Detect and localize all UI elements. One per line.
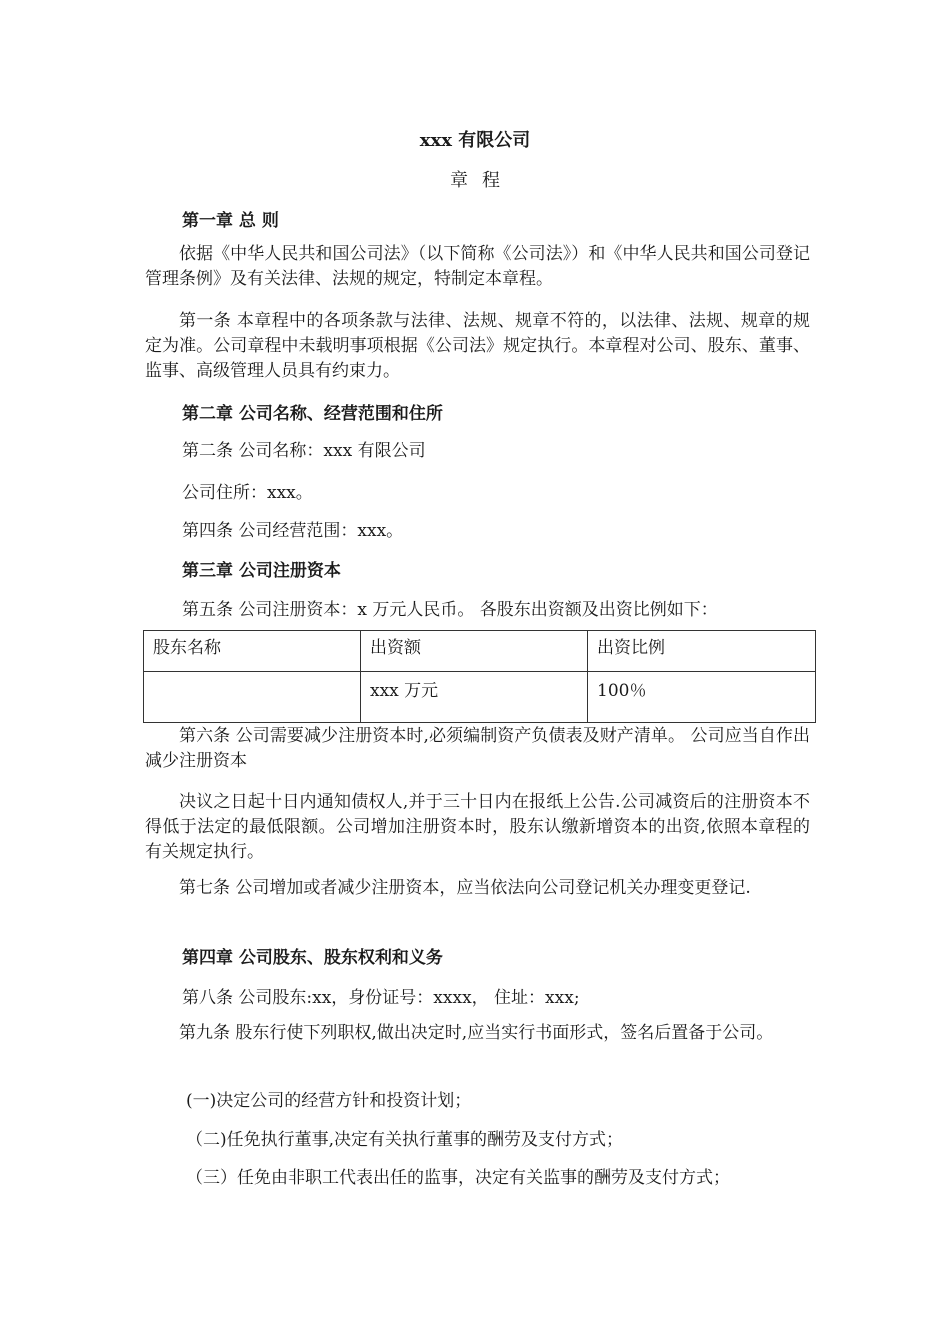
article-2-line: 第二条 公司名称：xxx 有限公司: [182, 441, 426, 461]
article-5-line: 第五条 公司注册资本：x 万元人民币。 各股东出资额及出资比例如下：: [182, 600, 718, 620]
article-9-paragraph: 第九条 股东行使下列职权,做出决定时,应当实行书面形式，签名后置备于公司。: [179, 1023, 774, 1043]
capital-table: [143, 630, 816, 723]
table-header-cell: 出资额: [361, 631, 588, 672]
address-line: 公司住所：xxx。: [182, 483, 313, 503]
article-1-paragraph: 第一条 本章程中的各项条款与法律、法规、规章不符的，以法律、法规、规章的规定为准。公司章程中未载明事项根据《公司法》规定执行。本章程对公司、股东、董事、监事、高级管理人员具有约束力。: [145, 311, 810, 381]
chapter-4-heading: 第四章 公司股东、股东权利和义务: [182, 948, 443, 968]
chapter-2-heading: 第二章 公司名称、经营范围和住所: [182, 404, 443, 424]
list-item: (一)决定公司的经营方针和投资计划；: [186, 1091, 472, 1111]
chapter-3-heading: 第三章 公司注册资本: [182, 561, 341, 581]
document-subtitle: 章程: [450, 170, 514, 191]
article-7-paragraph: 第七条 公司增加或者减少注册资本，应当依法向公司登记机关办理变更登记.: [179, 878, 751, 898]
resolution-paragraph: 决议之日起十日内通知债权人,并于三十日内在报纸上公告.公司减资后的注册资本不得低于法定的最低限额。公司增加注册资本时，股东认缴新增资本的出资,依照本章程的有关规定执行。: [145, 792, 810, 862]
table-cell: xxx 万元: [361, 672, 588, 723]
chapter-1-heading: 第一章 总 则: [182, 211, 279, 231]
intro-paragraph: 依据《中华人民共和国公司法》（以下简称《公司法》）和《中华人民共和国公司登记管理条例》及有关法律、法规的规定，特制定本章程。: [145, 244, 810, 289]
table-cell: 100％: [588, 672, 816, 723]
table-row: [144, 672, 816, 723]
list-item: （三）任免由非职工代表出任的监事，决定有关监事的酬劳及支付方式；: [186, 1168, 730, 1188]
article-4-line: 第四条 公司经营范围：xxx。: [182, 521, 404, 541]
table-header-cell: 出资比例: [588, 631, 816, 672]
document-title: xxx 有限公司: [419, 130, 531, 151]
article-8-line: 第八条 公司股东:xx，身份证号：xxxx， 住址：xxx;: [182, 988, 580, 1008]
list-item: （二)任免执行董事,决定有关执行董事的酬劳及支付方式；: [186, 1130, 624, 1150]
article-6-paragraph: 第六条 公司需要减少注册资本时,必须编制资产负债表及财产清单。 公司应当自作出减少注册资本: [145, 726, 810, 771]
table-header-cell: 股东名称: [144, 631, 361, 672]
table-header-row: [144, 631, 816, 672]
table-cell: [144, 672, 361, 723]
